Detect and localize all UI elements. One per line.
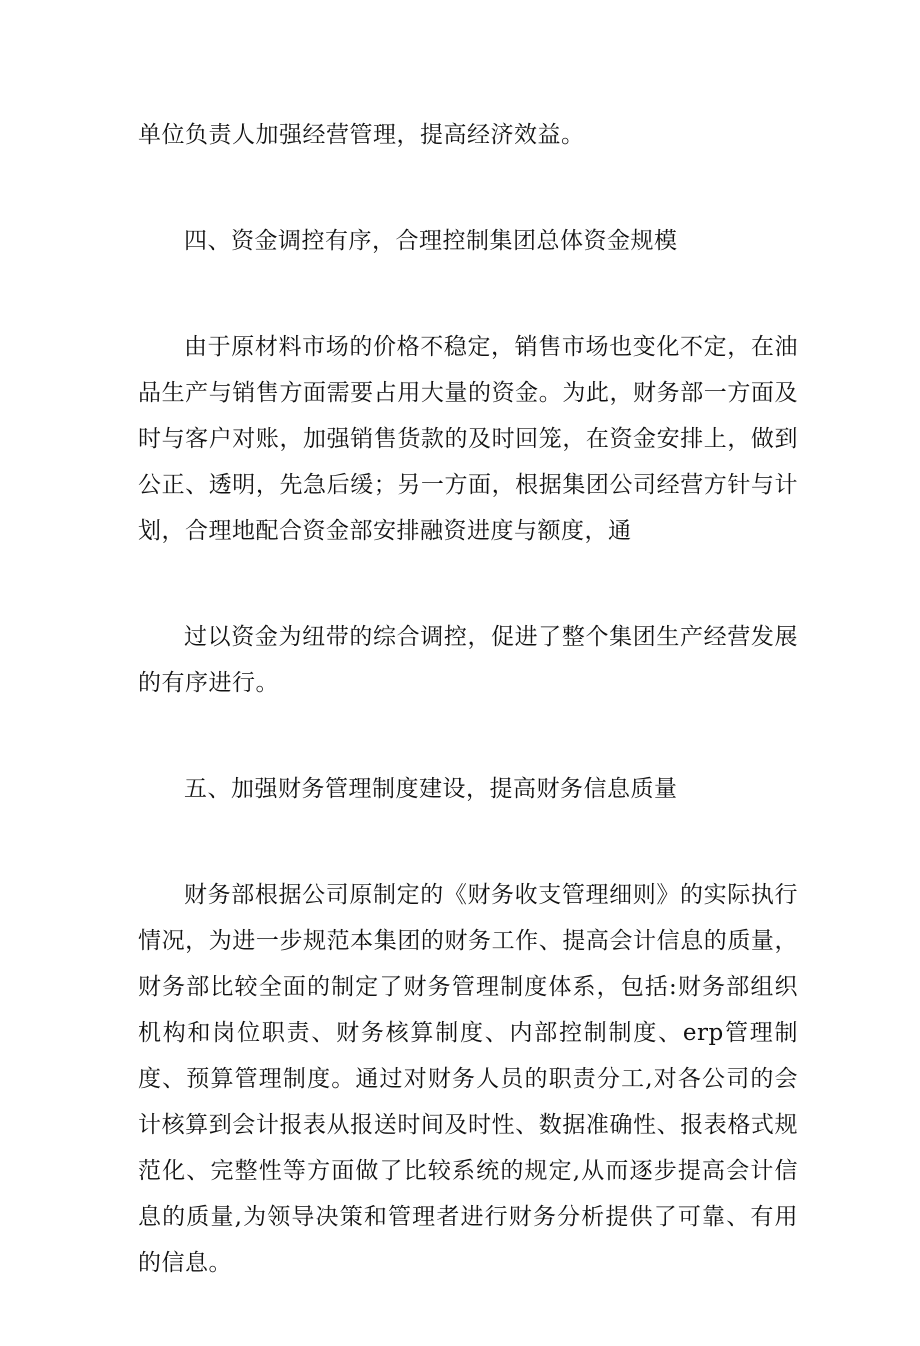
section-heading-four: 四、资金调控有序，合理控制集团总体资金规模: [184, 228, 678, 254]
section-heading-five: 五、加强财务管理制度建设，提高财务信息质量: [184, 776, 678, 802]
paragraph-funds-control-continued: 过以资金为纽带的综合调控，促进了整个集团生产经营发展的有序进行。: [138, 624, 798, 696]
paragraph-funds-control: 由于原材料市场的价格不稳定，销售市场也变化不定，在油品生产与销售方面需要占用大量的资金。为此，财务部一方面及时与客户对账，加强销售货款的及时回笼，在资金安排上，做到公正、透明，先急后缓；另一方面，根据集团公司经营方针与计划，合理地配合资金部安排融资进度与额度，通: [138, 334, 798, 544]
paragraph-continuation: 单位负责人加强经营管理，提高经济效益。: [138, 122, 585, 148]
paragraph-finance-system: 财务部根据公司原制定的《财务收支管理细则》的实际执行情况，为进一步规范本集团的财务工作、提高会计信息的质量，财务部比较全面的制定了财务管理制度体系，包括:财务部组织机构和岗位职责、财务核算制度、内部控制制度、erp管理制度、预算管理制度。通过对财务人员的职责分工,对各公司的会计核算到会计报表从报送时间及时性、数据准确性、报表格式规范化、完整性等方面做了比较系统的规定,从而逐步提高会计信息的质量,为领导决策和管理者进行财务分析提供了可靠、有用的信息。: [138, 882, 798, 1276]
document-body: [138, 112, 798, 1346]
